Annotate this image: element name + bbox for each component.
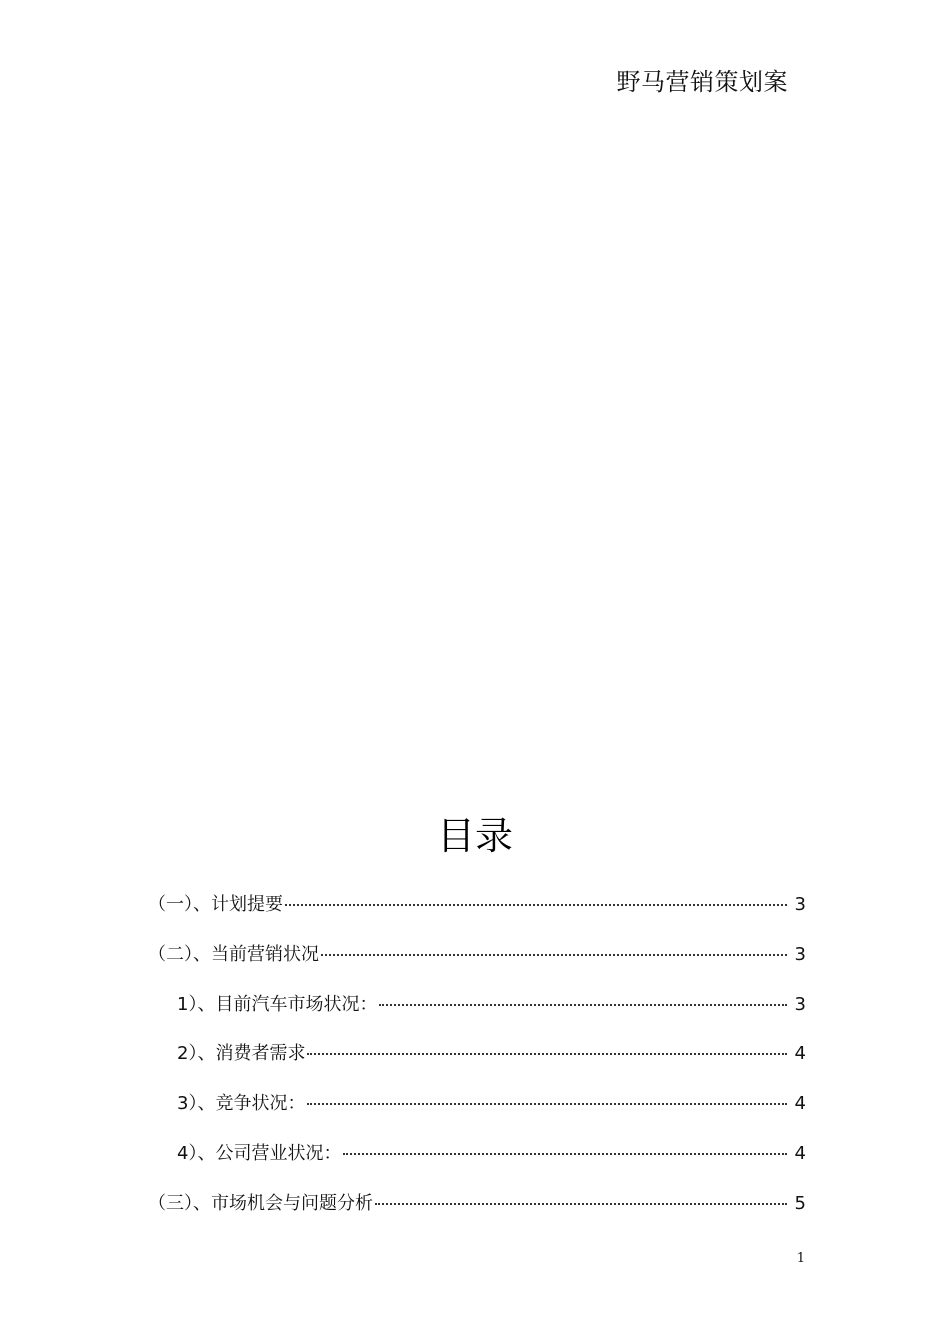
toc-entry[interactable] (148, 890, 806, 940)
toc-heading: 目录 (436, 814, 513, 858)
toc-dot-leader (343, 1153, 786, 1155)
document-header-title: 野马营销策划案 (616, 68, 788, 96)
toc-entry-page: 3 (794, 894, 806, 915)
toc-entry-page: 3 (794, 993, 806, 1015)
toc-entry-label: 2）、消费者需求 (177, 1043, 306, 1065)
toc-dot-leader (307, 1053, 786, 1055)
toc-entry[interactable] (148, 1039, 806, 1089)
toc-dot-leader (379, 1004, 786, 1006)
toc-entry[interactable] (148, 940, 806, 990)
toc-entry[interactable] (148, 1089, 806, 1139)
toc-entry-label: （一）、计划提要 (148, 894, 283, 915)
toc-entry-page: 5 (794, 1192, 806, 1214)
toc-dot-leader (307, 1103, 786, 1105)
toc-entry-label: （二）、当前营销状况 (148, 943, 319, 965)
toc-dot-leader (375, 1203, 787, 1205)
toc-entry-page: 3 (794, 943, 806, 965)
toc-entry[interactable] (148, 1139, 806, 1189)
toc-entry-label: 1）、目前汽车市场状况： (177, 993, 378, 1015)
toc-entry-page: 4 (794, 1093, 806, 1115)
toc-entry[interactable] (148, 1189, 806, 1239)
toc-list (148, 890, 806, 1239)
toc-entry-page: 4 (794, 1043, 806, 1065)
page-number: 1 (796, 1251, 805, 1266)
toc-entry-page: 4 (794, 1142, 806, 1164)
toc-entry[interactable] (148, 990, 806, 1040)
toc-entry-label: 3）、竞争状况： (177, 1093, 306, 1115)
toc-dot-leader (285, 904, 787, 906)
toc-dot-leader (321, 954, 787, 956)
toc-entry-label: 4）、公司营业状况： (177, 1142, 342, 1164)
toc-entry-label: （三）、市场机会与问题分析 (148, 1192, 373, 1214)
